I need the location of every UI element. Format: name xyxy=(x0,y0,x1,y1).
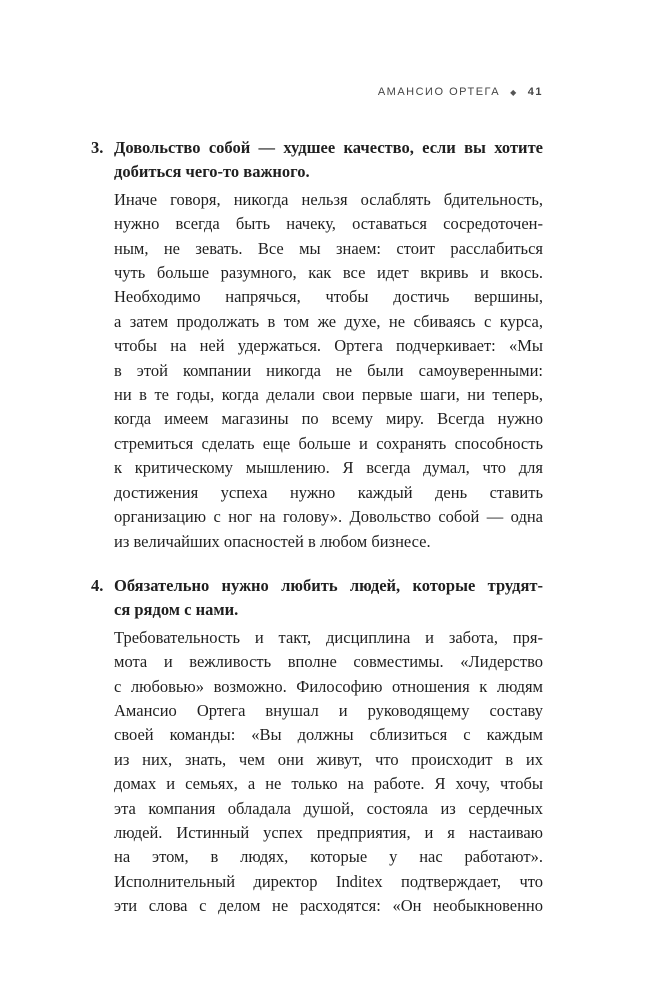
item-title xyxy=(114,136,543,185)
text-line: а затем продолжать в том же духе, не сбиваясь с курса, xyxy=(114,311,543,331)
text-line: стремиться сделать еще больше и сохранять способность xyxy=(114,433,543,453)
text-line: Необходимо напрячься, чтобы достичь вершины, xyxy=(114,287,543,307)
item-title xyxy=(114,574,543,623)
text-line: людей. Истинный успех предприятия, и я настаиваю xyxy=(114,822,543,842)
list-item xyxy=(91,136,543,554)
item-paragraph xyxy=(114,626,543,919)
title-line: добиться чего-то важного. xyxy=(114,162,310,182)
list-item xyxy=(91,574,543,919)
text-line: мота и вежливость вполне совместимы. «Лидерство xyxy=(114,652,543,672)
diamond-separator-icon: ◆ xyxy=(510,87,518,97)
text-line: к критическому мышлению. Я всегда думал, что для xyxy=(114,458,543,478)
item-content xyxy=(114,136,543,554)
text-line: Иначе говоря, никогда нельзя ослаблять бдительность, xyxy=(114,189,543,209)
text-line: в этой компании никогда не были самоуверенными: xyxy=(114,360,543,380)
page-number: 41 xyxy=(527,86,543,98)
text-line: Требовательность и такт, дисциплина и забота, пря- xyxy=(114,627,543,647)
item-number: 3. xyxy=(91,138,104,157)
item-content xyxy=(114,574,543,919)
text-line: нужно всегда быть начеку, оставаться сосредоточен- xyxy=(114,214,543,234)
text-line: из величайших опасностей в любом бизнесе. xyxy=(114,531,431,551)
text-line: эти слова с делом не расходятся: «Он необыкновенно xyxy=(114,896,543,916)
text-line: домах и семьях, а не только на работе. Я хочу, чтобы xyxy=(114,774,543,794)
text-line: эта компания обладала душой, состояла из сердечных xyxy=(114,798,543,818)
text-line: из них, знать, чем они живут, что происходит в их xyxy=(114,749,543,769)
text-line: Амансио Ортега внушал и руководящему составу xyxy=(114,700,543,720)
item-number: 4. xyxy=(91,575,104,595)
text-line: организацию с ног на голову». Довольство собой — одна xyxy=(114,507,543,527)
text-line: Исполнительный директор Inditex подтверждает, что xyxy=(114,871,543,891)
running-header xyxy=(378,86,543,98)
text-line: когда имеем магазины по всему миру. Всегда нужно xyxy=(114,409,543,429)
text-line: чтобы на ней удержаться. Ортега подчеркивает: «Мы xyxy=(114,336,543,356)
text-line: достижения успеха нужно каждый день ставить xyxy=(114,482,543,502)
text-line: чуть больше разумного, как все идет вкривь и вкось. xyxy=(114,263,543,283)
text-line: с любовью» возможно. Философию отношения к людям xyxy=(114,676,543,696)
title-line: ся рядом с нами. xyxy=(114,600,239,620)
text-line: на этом, в людях, которые у нас работают». xyxy=(114,847,543,867)
text-line: своей команды: «Вы должны сблизиться с каждым xyxy=(114,725,543,745)
text-line: ни в те годы, когда делали свои первые шаги, ни теперь, xyxy=(114,385,543,405)
running-title: АМАНСИО ОРТЕГА xyxy=(377,86,501,98)
title-line: Довольство собой — худшее качество, если вы хотите xyxy=(114,138,543,157)
title-line: Обязательно нужно любить людей, которые трудят- xyxy=(114,575,543,595)
item-paragraph xyxy=(114,188,543,554)
body-text xyxy=(91,136,543,919)
text-line: ным, не зевать. Все мы знаем: стоит расслабиться xyxy=(114,238,543,258)
